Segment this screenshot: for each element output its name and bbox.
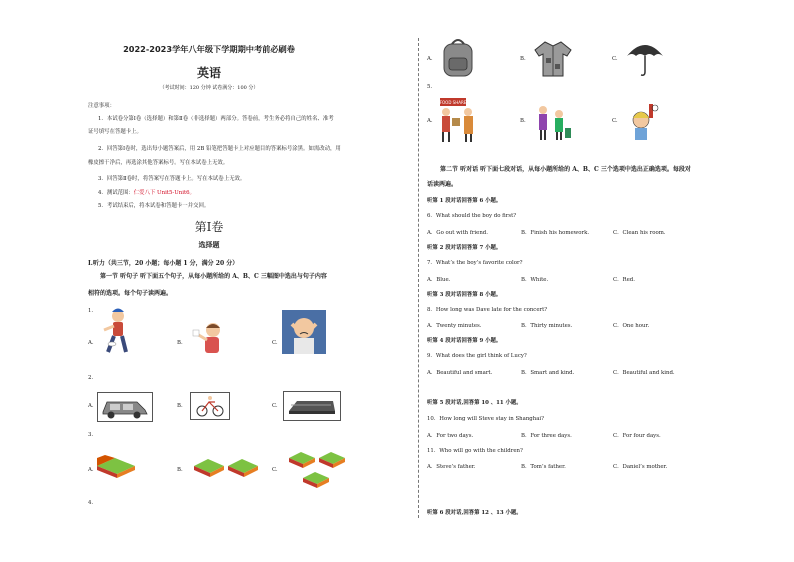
q1-opt-c: C.	[272, 340, 278, 346]
note-4-prefix: 4．测试范围：	[98, 190, 134, 196]
q3-number: 3.	[88, 432, 94, 438]
note-4	[98, 190, 195, 197]
q1-a-injured-knee-image	[92, 306, 140, 358]
q4-opt-c: C.	[612, 56, 618, 62]
notes-heading: 注意事项：	[88, 103, 115, 109]
part2-instruction-line1: 第二节 听对话 听下面七段对话，从每小题所给的 A、B、C 三个选项中选出正确选项。每段对	[440, 166, 691, 173]
q10-question: 10．How long will Steve stay in Shanghai?	[427, 416, 545, 422]
dialogue-1-label: 听第 1 段对话回答第 6 小题。	[427, 198, 502, 204]
column-divider	[418, 38, 419, 518]
q3-c-three-beds-image	[287, 446, 349, 490]
q2-opt-a: A.	[88, 403, 94, 409]
q7-option-c: C．Red.	[613, 277, 635, 283]
q2-b-bicycle-image	[190, 392, 230, 420]
q5-opt-a: A.	[427, 118, 433, 124]
q8-option-a: A．Twenty minutes.	[427, 323, 482, 329]
q2-opt-c: C.	[272, 403, 278, 409]
q6-option-b: B．Finish his homework.	[521, 230, 590, 236]
q4-a-backpack-image	[440, 38, 476, 78]
q4-number: 4.	[88, 500, 94, 506]
dialogue-5-label: 听第 5 段对话,回答第 10 、11 小题。	[427, 400, 522, 406]
q7-option-a: A．Blue.	[427, 277, 451, 283]
q2-c-train-image	[283, 391, 341, 421]
q11-option-a: A．Steve’s father.	[427, 464, 476, 470]
q3-a-one-bed-image	[95, 452, 137, 478]
subject-title: 英语	[196, 66, 221, 80]
note-3: 3．回答第Ⅱ卷时，将答案写在答题卡上。写在本试卷上无效。	[98, 176, 246, 182]
section-juan-title: 第Ⅰ卷	[194, 220, 224, 234]
q5-opt-b: B.	[520, 118, 526, 124]
q9-option-c: C．Beautiful and kind.	[613, 370, 675, 376]
dialogue-4-label: 听第 4 段对话回答第 9 小题。	[427, 338, 502, 344]
q8-option-c: C．One hour.	[613, 323, 650, 329]
q4-opt-b: B.	[520, 56, 526, 62]
q1-opt-b: B.	[177, 340, 183, 346]
dialogue-2-label: 听第 2 段对话回答第 7 小题。	[427, 245, 502, 251]
q9-option-b: B．Smart and kind.	[521, 370, 575, 376]
q3-opt-b: B.	[177, 467, 183, 473]
note-2-line1: 2．回答第Ⅰ卷时，选出每小题答案后，用 2B 铅笔把答题卡上对应题目的答案标号涂黑。如需改动，用	[98, 146, 341, 152]
q9-option-a: A．Beautiful and smart.	[427, 370, 493, 376]
q3-b-two-beds-image	[192, 452, 260, 478]
q5-c-thinking-girl-image	[625, 100, 661, 142]
q3-opt-a: A.	[88, 467, 94, 473]
q10-option-c: C．For four days.	[613, 433, 661, 439]
q8-question: 8．How long was Dave late for the concert?	[427, 307, 548, 313]
q4-opt-a: A.	[427, 56, 433, 62]
q8-option-b: B．Thirty minutes.	[521, 323, 573, 329]
q1-c-headache-man-image	[282, 310, 326, 354]
q4-b-jacket-image	[533, 38, 573, 78]
store-sign-text: FOOD SHARE	[439, 100, 467, 105]
q10-option-a: A．For two days.	[427, 433, 474, 439]
dialogue-6-label: 听第 6 段对话,回答第 12 、13 小题。	[427, 510, 522, 516]
q4-c-umbrella-image	[625, 38, 665, 78]
q5-number: 5.	[427, 84, 433, 90]
part2-instruction-line2: 话读两遍。	[427, 181, 458, 188]
q9-question: 9．What does the girl think of Lucy?	[427, 353, 527, 359]
q2-number: 2.	[88, 375, 94, 381]
q11-question: 11．Who will go with the children?	[427, 448, 523, 454]
q1-number: 1.	[88, 308, 94, 314]
q6-option-c: C．Clean his room.	[613, 230, 666, 236]
note-1-line2: 证号填写在答题卡上。	[88, 129, 142, 135]
listening-heading: Ⅰ.听力（共三节，20 小题；每小题 1 分，满分 20 分）	[88, 260, 239, 267]
q3-opt-c: C.	[272, 467, 278, 473]
exam-info: （考试时间：120 分钟 试卷满分：100 分）	[159, 85, 259, 91]
note-1-line1: 1．本试卷分第Ⅰ卷（选择题）和第Ⅱ卷（非选择题）两部分。答卷前，考生务必将自己的姓名、准考	[98, 116, 334, 122]
q7-option-b: B．White.	[521, 277, 549, 283]
part1-instruction-line2: 相符的选项。每个句子读两遍。	[88, 290, 173, 297]
q6-option-a: A．Go out with friend.	[427, 230, 488, 236]
exam-title: 2022-2023学年八年级下学期期中考前必刷卷	[123, 44, 295, 54]
q5-opt-c: C.	[612, 118, 618, 124]
q10-option-b: B．For three days.	[521, 433, 572, 439]
q6-question: 6．What should the boy do first?	[427, 213, 517, 219]
part1-instruction-line1: 第一节 听句子 听下面五个句子，从每小题所给的 A、B、C 三幅图中选出与句子内容	[100, 273, 327, 280]
q1-opt-a: A.	[88, 340, 94, 346]
q5-a-shopping-image	[436, 96, 480, 144]
q11-option-c: C．Daniel’s mother.	[613, 464, 668, 470]
dialogue-3-label: 听第 3 段对话回答第 8 小题。	[427, 292, 502, 298]
q2-opt-b: B.	[177, 403, 183, 409]
note-2-line2: 橡皮擦干净后，再选涂其他答案标号。写在本试卷上无效。	[88, 160, 229, 166]
q1-b-sneezing-boy-image	[185, 320, 229, 356]
q11-option-b: B．Tom’s father.	[521, 464, 566, 470]
note-4-range: 仁爱八下 Unit5-Unit6。	[133, 190, 195, 196]
q2-a-car-image	[97, 392, 153, 422]
q5-b-family-image	[533, 102, 573, 142]
note-5: 5．考试结束后，将本试卷和答题卡一并交回。	[98, 203, 210, 209]
choice-heading: 选择题	[198, 241, 220, 249]
q7-question: 7．What’s the boy’s favorite color?	[427, 260, 523, 266]
